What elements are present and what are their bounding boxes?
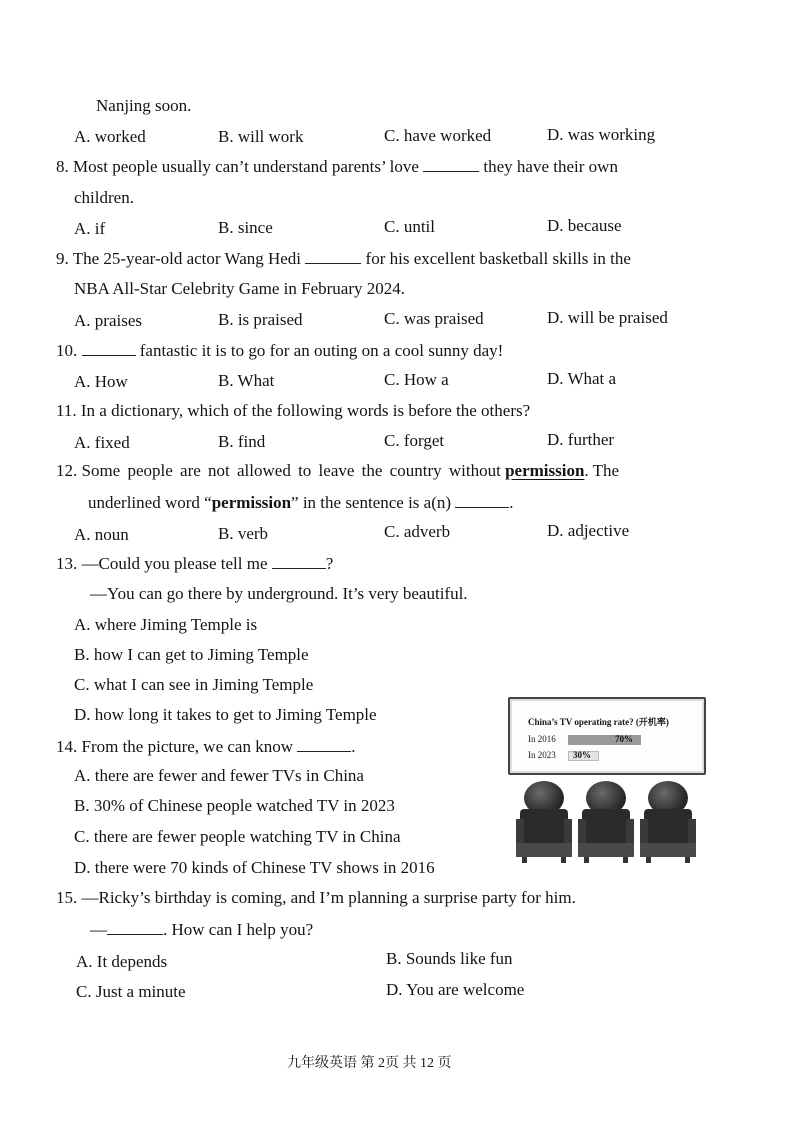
q10-number: 10. — [56, 341, 78, 360]
q10-option-d: D. What a — [547, 369, 617, 388]
q11-option-c: C. forget — [384, 431, 445, 450]
q9-text-a: The 25-year-old actor Wang Hedi — [72, 249, 302, 268]
q15-text-b: . How can I help you? — [163, 920, 314, 939]
q11-text: In a dictionary, which of the following words is before the others? — [80, 401, 531, 420]
page-footer: 九年级英语 第 2页 共 12 页 — [287, 1056, 452, 1071]
q13-option-b: B. how I can get to Jiming Temple — [74, 645, 309, 664]
q12-option-d: D. adjective — [547, 521, 630, 540]
q12-stem-line2 — [88, 493, 514, 513]
q12-option-c: C. adverb — [384, 522, 451, 541]
q14-text-b: . — [351, 737, 356, 756]
q15-option-a: A. It depends — [76, 952, 168, 971]
q15-dash: — — [90, 920, 107, 939]
q7-option-c: C. have worked — [384, 126, 492, 145]
q9-option-a: A. praises — [74, 311, 142, 330]
viewer-middle — [578, 781, 634, 863]
viewer-left — [516, 781, 572, 863]
q8-option-d: D. because — [547, 216, 622, 235]
q12-answer-blank — [455, 493, 509, 508]
q12-text-d: ” in the sentence is a(n) — [291, 493, 452, 512]
q14-answer-blank — [297, 737, 351, 752]
q8-answer-blank — [423, 157, 479, 172]
q8-text-a: Most people usually can’t understand parents’ love — [73, 157, 419, 176]
q11-stem — [56, 401, 530, 421]
q13-option-a: A. where Jiming Temple is — [74, 615, 258, 634]
q10-text: fantastic it is to go for an outing on a cool sunny day! — [139, 341, 504, 360]
q8-option-b: B. since — [218, 218, 273, 237]
q13-text-a: —Could you please tell me — [81, 554, 268, 573]
q12-option-b: B. verb — [218, 524, 269, 543]
q10-option-a: A. How — [74, 372, 128, 391]
bar-label-2016: In 2016 — [528, 734, 556, 744]
q12-option-a: A. noun — [74, 525, 129, 544]
q14-option-d: D. there were 70 kinds of Chinese TV shows in 2016 — [74, 858, 435, 877]
q15-option-d: D. You are welcome — [386, 980, 525, 999]
q13-answer-blank — [272, 554, 326, 569]
q10-option-c: C. How a — [384, 370, 449, 389]
q9-option-d: D. will be praised — [547, 308, 668, 327]
bar-value-2016: 70% — [615, 734, 633, 744]
q8-text-b: they have their own — [483, 157, 618, 176]
q8-number: 8. — [56, 157, 69, 176]
q7-option-d: D. was working — [547, 125, 656, 144]
q12-text-a: Some people are not allowed to leave the country without — [81, 461, 501, 480]
q7-continuation: Nanjing soon. — [96, 96, 192, 115]
q8-option-c: C. until — [384, 217, 436, 236]
q15-option-b: B. Sounds like fun — [386, 949, 513, 968]
q14-option-b: B. 30% of Chinese people watched TV in 2023 — [74, 796, 395, 815]
q13-response: —You can go there by underground. It’s very beautiful. — [90, 584, 468, 603]
q7-option-b: B. will work — [218, 127, 304, 146]
q12-stem — [56, 461, 619, 481]
bar-label-2023: In 2023 — [528, 750, 556, 760]
tv-screen — [508, 697, 706, 775]
q12-text-e: . — [509, 493, 514, 512]
q11-option-a: A. fixed — [74, 433, 130, 452]
q11-option-d: D. further — [547, 430, 615, 449]
q13-text-b: ? — [325, 554, 334, 573]
q8-stem-line2: children. — [74, 188, 134, 207]
q11-number: 11. — [56, 401, 77, 420]
viewer-right — [640, 781, 696, 863]
q11-option-b: B. find — [218, 432, 266, 451]
q9-stem-line2: NBA All-Star Celebrity Game in February 2024. — [74, 279, 405, 298]
q14-number: 14. — [56, 737, 78, 756]
q9-option-c: C. was praised — [384, 309, 484, 328]
q15-option-c: C. Just a minute — [76, 982, 186, 1001]
q13-stem — [56, 554, 333, 574]
q10-stem — [56, 341, 503, 361]
q12-keyword-underlined: permission — [505, 461, 585, 480]
q9-option-b: B. is praised — [218, 310, 303, 329]
q12-keyword: permission — [211, 493, 292, 512]
q13-option-c: C. what I can see in Jiming Temple — [74, 675, 314, 694]
bar-value-2023: 30% — [573, 750, 591, 760]
q10-option-b: B. What — [218, 371, 275, 390]
q12-text-c: underlined word “ — [88, 493, 212, 512]
q12-text-b: . The — [584, 461, 620, 480]
q8-stem — [56, 157, 618, 177]
q9-text-b: for his excellent basketball skills in the — [365, 249, 631, 268]
q14-option-a: A. there are fewer and fewer TVs in China — [74, 766, 364, 785]
q7-option-a: A. worked — [74, 127, 146, 146]
q13-number: 13. — [56, 554, 78, 573]
q10-answer-blank — [82, 341, 136, 356]
q14-option-c: C. there are fewer people watching TV in China — [74, 827, 401, 846]
q14-text-a: From the picture, we can know — [81, 737, 293, 756]
q15-text: —Ricky’s birthday is coming, and I’m planning a surprise party for him. — [81, 888, 576, 907]
q9-answer-blank — [305, 249, 361, 264]
q14-stem — [56, 737, 356, 757]
q9-number: 9. — [56, 249, 69, 268]
q15-answer-blank — [107, 920, 163, 935]
q15-response — [90, 920, 313, 940]
q9-stem — [56, 249, 631, 269]
q15-stem — [56, 888, 576, 908]
q8-option-a: A. if — [74, 219, 106, 238]
q13-option-d: D. how long it takes to get to Jiming Temple — [74, 705, 377, 724]
tv-operating-rate-picture — [502, 695, 708, 863]
q15-number: 15. — [56, 888, 78, 907]
figure-title: China’s TV operating rate? (开机率) — [528, 717, 669, 727]
q12-number: 12. — [56, 461, 78, 480]
